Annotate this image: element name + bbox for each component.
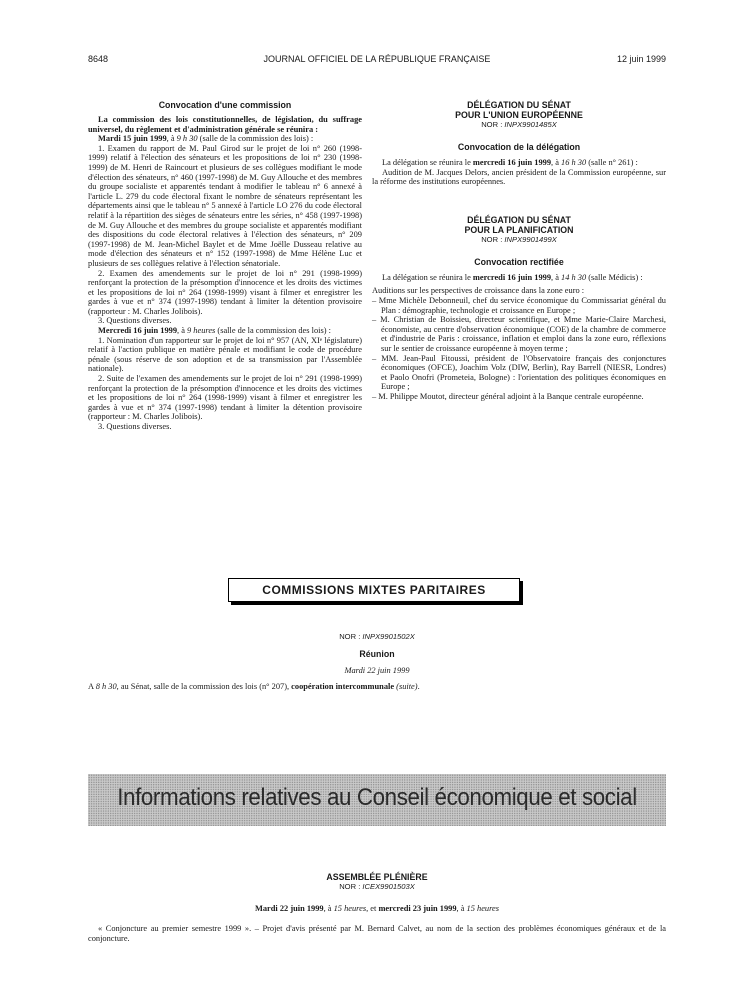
title-line: DÉLÉGATION DU SÉNAT [467, 100, 571, 110]
meeting-time: 14 h 30 [561, 272, 587, 282]
text: La délégation se réunira le [382, 158, 473, 167]
subject: coopération intercommunale [291, 682, 395, 691]
time-2: 15 heures [466, 904, 500, 913]
time-1: 15 heures [333, 904, 367, 913]
assemblee-pleniere-section [88, 872, 666, 944]
agenda-item: 1. Nomination d'un rapporteur sur le projet de loi n° 957 (AN, XIᵉ législature) relatif à l'action publique en matière pénale et modifiant le code de procédure pénale (sous réserve de son adoption et de sa transmission par l'Assemblée nationale). [88, 335, 362, 374]
meeting-line [372, 273, 666, 283]
session-dates [88, 904, 666, 914]
date-1: Mardi 15 juin 1999 [98, 134, 167, 144]
subtitle: Convocation de la délégation [457, 142, 581, 152]
nor-code: INPX9901502X [362, 632, 415, 641]
cmp-section [88, 632, 666, 692]
nor-reference [372, 235, 666, 245]
meeting-detail [88, 682, 666, 692]
text: A [88, 682, 96, 691]
meeting-date: mercredi 16 juin 1999 [472, 158, 552, 167]
nor-label: NOR : [481, 234, 505, 244]
date-2: mercredi 23 juin 1999 [378, 904, 457, 913]
meeting-date: mercredi 16 juin 1999 [472, 272, 552, 282]
list-item: – MM. Jean-Paul Fitoussi, président de l'Observatoire français des conjonctures économiques (OFCE), Joachim Volz (DIW, Berlin), Ray Barrell (NIESR, Londres) et Paolo Onofri (Prometeia, Bologne) : l'orientation des politiques économiques en Europe ; [372, 353, 666, 392]
date-line-1: Mardi 15 juin 1999, à 9 h 30 (salle de la commission des lois) : [98, 134, 314, 144]
title-line: DÉLÉGATION DU SÉNAT [467, 214, 571, 225]
delegation-title-europe [372, 100, 666, 120]
list-item: – M. Christian de Boissieu, directeur scientifique, et Mme Marie-Claire Marchesi, économiste, au centre d'observation économique (COE) de la chambre de commerce et d'industrie de Paris : croissance, inflation et emploi dans la zone euro, réflexions sur le sentier de croissance européenne à moyen terme ; [372, 315, 666, 353]
nor-label: NOR : [481, 120, 505, 129]
auditions-lead: Auditions sur les perspectives de croissance dans la zone euro : [372, 286, 585, 296]
meeting-title: Réunion [359, 649, 395, 659]
nor-code: INPX9901499X [504, 234, 557, 244]
meeting-time: 16 h 30 [561, 158, 587, 167]
audition-text: Audition de M. Jacques Delors, ancien président de la Commission européenne, sur la réforme des institutions européennes. [372, 167, 666, 187]
place-1: (salle de la commission des lois) : [197, 134, 314, 144]
text: , à [323, 904, 334, 913]
date-line-2: Mercredi 16 juin 1999, à 9 heures (salle de la commission des lois) : [98, 326, 331, 336]
journal-title: JOURNAL OFFICIEL DE LA RÉPUBLIQUE FRANÇAISE [263, 54, 491, 64]
nor-code: ICEX9901503X [362, 882, 415, 891]
time-2: 9 heures [187, 326, 216, 336]
meeting-time: 8 h 30 [95, 682, 117, 691]
text: , à [551, 158, 562, 167]
section-title: Convocation d'une commission [158, 100, 292, 110]
subtitle: Convocation rectifiée [474, 256, 564, 267]
text: (salle Médicis) : [586, 272, 643, 282]
list-item: – M. Philippe Moutot, directeur général adjoint à la Banque centrale européenne. [372, 391, 644, 401]
intro-text: La commission des lois constitutionnelles, de législation, du suffrage universel, du règlement et d'administration générale se réunira : [88, 115, 362, 134]
section-title: ASSEMBLÉE PLÉNIÈRE [326, 872, 428, 882]
nor-reference [88, 632, 666, 642]
time-1: 9 h 30 [176, 134, 198, 144]
text: . [417, 682, 420, 691]
date-1: Mardi 22 juin 1999 [254, 904, 324, 913]
text: , et [366, 904, 379, 913]
meeting-date: Mardi 22 juin 1999 [344, 666, 410, 675]
left-column [88, 100, 362, 432]
delegation-title-planification [372, 215, 666, 235]
banner-text: Informations relatives au Conseil économique et social [117, 784, 637, 811]
page-number: 8648 [88, 54, 109, 64]
nor-label: NOR : [339, 882, 363, 891]
nor-reference [88, 882, 666, 892]
title-line: POUR L'UNION EUROPÉENNE [455, 110, 583, 120]
suite-note: (suite) [394, 682, 418, 691]
date-2: Mercredi 16 juin 1999 [98, 326, 178, 336]
right-column [372, 100, 666, 402]
list-item: – Mme Michèle Debonneuil, chef du service économique du Commissariat général du Plan : démographie, technologie et croissance en Europe ; [372, 295, 666, 315]
place-2: (salle de la commission des lois) : [215, 326, 331, 336]
cmp-box-title: COMMISSIONS MIXTES PARITAIRES [228, 578, 520, 602]
agenda-item: 3. Questions diverses. [98, 422, 172, 431]
text: , à [456, 904, 467, 913]
text: La délégation se réunira le [382, 272, 473, 282]
section-banner [88, 774, 666, 826]
agenda-item: 2. Suite de l'examen des amendements sur le projet de loi n° 291 (1998-1999) renforçant la protection de la présomption d'innocence et les droits des victimes et les propositions de loi n° 264 (1998-1999) visant à filmer et enregistrer les gardes à vue et n° 374 (1997-1998) tendant à limiter la détention provisoire (rapporteur : M. Charles Jolibois). [88, 374, 362, 422]
text: (salle n° 261) : [586, 158, 638, 167]
agenda-item: 1. Examen du rapport de M. Paul Girod sur le projet de loi n° 260 (1998-1999) relatif à l'élection des sénateurs et les propositions de loi n° 230 (1998-1999) de M. Henri de Raincourt et plusieurs de ses collègues modifiant le mode d'élection des sénateurs, n° 460 (1997-1998) de M. Guy Allouche et des membres du groupe socialiste et apparentés tendant à modifier le tableau n° 6 annexé à l'article L. 279 du code électoral fixant le nombre de sénateurs représentant les départements ainsi que le tableau n° 5 annexé à l'article LO 276 du code électoral relatif à la répartition des sièges de sénateurs entre les séries, n° 458 (1997-1998) de M. Guy Allouche et des membres du groupe socialiste et apparentés modifiant des dispositions du code électoral relatives à l'élection des sénateurs, n° 209 (1997-1998) de M. Jean-Michel Baylet et de Mme Joëlle Dusseau relative au mode d'élection des sénateurs et n° 152 (1997-1998) de Mme Hélène Luc et plusieurs de ses collègues relative à l'élection sénatoriale. [88, 143, 362, 268]
meeting-line [372, 158, 666, 168]
title-line: POUR LA PLANIFICATION [464, 224, 574, 235]
nor-reference [372, 120, 666, 130]
page-header [88, 54, 666, 68]
agenda-item: 3. Questions diverses. [98, 316, 172, 326]
text: , au Sénat, salle de la commission des lois (n° 207), [116, 682, 292, 691]
issue-date: 12 juin 1999 [616, 54, 666, 64]
agenda-text: « Conjoncture au premier semestre 1999 ». – Projet d'avis présenté par M. Bernard Calvet, au nom de la section des problèmes économiques généraux et de la conjoncture. [88, 924, 666, 943]
agenda-item: 2. Examen des amendements sur le projet de loi n° 291 (1998-1999) renforçant la protection de la présomption d'innocence et les droits des victimes et les propositions de loi n° 264 (1998-1999) visant à filmer et enregistrer les gardes à vue et n° 374 (1997-1998) tendant à limiter la détention provisoire (rapporteur : M. Charles Jolibois). [88, 268, 362, 316]
nor-code: INPX9901485X [504, 120, 557, 129]
nor-label: NOR : [339, 632, 363, 641]
text: , à [551, 272, 562, 282]
